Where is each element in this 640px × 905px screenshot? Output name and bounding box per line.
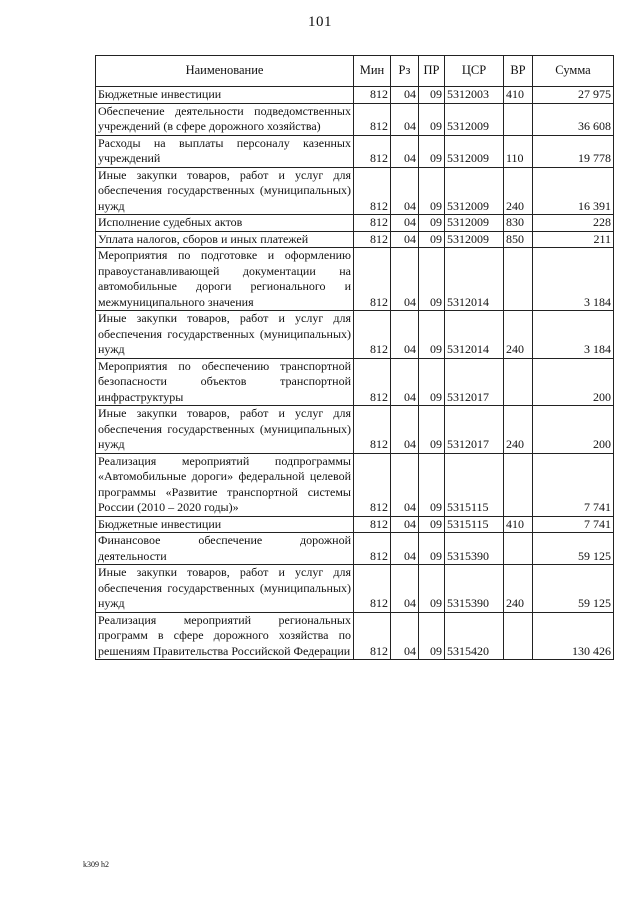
cell-csr: 5312017 [445,406,504,454]
cell-rz: 04 [391,103,419,135]
header-sum: Сумма [533,56,614,87]
cell-pr: 09 [419,248,445,311]
cell-vr: 850 [504,231,533,248]
cell-sum: 7 741 [533,453,614,516]
cell-sum: 59 125 [533,565,614,613]
cell-csr: 5312009 [445,135,504,167]
cell-csr: 5315420 [445,612,504,660]
table-row [96,135,614,167]
cell-sum: 228 [533,215,614,232]
cell-min: 812 [354,167,391,215]
cell-csr: 5312009 [445,103,504,135]
cell-name: Бюджетные инвестиции [96,87,354,104]
header-name: Наименование [96,56,354,87]
table-row [96,516,614,533]
cell-rz: 04 [391,135,419,167]
cell-name: Иные закупки товаров, работ и услуг для обеспечения государственных (муниципальных) нужд [96,311,354,359]
table-row [96,358,614,406]
cell-pr: 09 [419,215,445,232]
table-row [96,406,614,454]
cell-name: Мероприятия по обеспечению транспортной безопасности объектов транспортной инфраструктуры [96,358,354,406]
cell-csr: 5315115 [445,516,504,533]
cell-pr: 09 [419,406,445,454]
cell-vr [504,248,533,311]
cell-min: 812 [354,248,391,311]
cell-sum: 3 184 [533,248,614,311]
cell-name: Иные закупки товаров, работ и услуг для обеспечения государственных (муниципальных) нужд [96,565,354,613]
cell-min: 812 [354,358,391,406]
cell-min: 812 [354,231,391,248]
cell-pr: 09 [419,516,445,533]
cell-vr [504,103,533,135]
header-pr: ПР [419,56,445,87]
cell-name: Обеспечение деятельности подведомственных учреждений (в сфере дорожного хозяйства) [96,103,354,135]
table-row [96,215,614,232]
cell-pr: 09 [419,167,445,215]
cell-pr: 09 [419,453,445,516]
table-row [96,231,614,248]
table-row [96,565,614,613]
cell-rz: 04 [391,516,419,533]
cell-sum: 200 [533,358,614,406]
cell-rz: 04 [391,215,419,232]
cell-pr: 09 [419,231,445,248]
cell-min: 812 [354,516,391,533]
table-row [96,311,614,359]
cell-rz: 04 [391,248,419,311]
cell-min: 812 [354,311,391,359]
cell-rz: 04 [391,453,419,516]
header-rz: Рз [391,56,419,87]
header-min: Мин [354,56,391,87]
budget-table [95,55,614,660]
cell-vr: 410 [504,87,533,104]
cell-rz: 04 [391,565,419,613]
table-body [96,87,614,660]
cell-vr [504,453,533,516]
cell-rz: 04 [391,533,419,565]
page-number: 101 [308,14,332,30]
cell-rz: 04 [391,167,419,215]
cell-sum: 36 608 [533,103,614,135]
cell-vr: 240 [504,406,533,454]
cell-vr: 110 [504,135,533,167]
cell-sum: 19 778 [533,135,614,167]
cell-name: Иные закупки товаров, работ и услуг для обеспечения государственных (муниципальных) нужд [96,167,354,215]
table-row [96,167,614,215]
table-row [96,612,614,660]
cell-pr: 09 [419,311,445,359]
cell-csr: 5315390 [445,533,504,565]
cell-vr: 240 [504,565,533,613]
cell-name: Реализация мероприятий подпрограммы «Автомобильные дороги» федеральной целевой программы «Развитие транспортной системы России (2010 – 2020 годы)» [96,453,354,516]
cell-sum: 200 [533,406,614,454]
cell-sum: 59 125 [533,533,614,565]
cell-csr: 5315390 [445,565,504,613]
cell-csr: 5312017 [445,358,504,406]
cell-min: 812 [354,103,391,135]
cell-rz: 04 [391,231,419,248]
cell-pr: 09 [419,87,445,104]
cell-sum: 3 184 [533,311,614,359]
cell-rz: 04 [391,612,419,660]
table-row [96,103,614,135]
cell-vr: 240 [504,167,533,215]
cell-vr [504,533,533,565]
cell-rz: 04 [391,358,419,406]
cell-name: Исполнение судебных актов [96,215,354,232]
cell-name: Мероприятия по подготовке и оформлению правоустанавливающей документации на автомобильные дороги регионального и межмуниципального значения [96,248,354,311]
cell-min: 812 [354,406,391,454]
header-vr: ВР [504,56,533,87]
cell-rz: 04 [391,87,419,104]
cell-sum: 211 [533,231,614,248]
cell-sum: 16 391 [533,167,614,215]
cell-rz: 04 [391,406,419,454]
cell-min: 812 [354,453,391,516]
cell-name: Реализация мероприятий региональных программ в сфере дорожного хозяйства по решениям Правительства Российской Федерации [96,612,354,660]
footer-code: k309 h2 [83,860,109,869]
cell-name: Финансовое обеспечение дорожной деятельности [96,533,354,565]
cell-vr [504,358,533,406]
table-header-row [96,56,614,87]
cell-sum: 130 426 [533,612,614,660]
cell-min: 812 [354,612,391,660]
cell-name: Расходы на выплаты персоналу казенных учреждений [96,135,354,167]
header-csr: ЦСР [445,56,504,87]
cell-csr: 5312014 [445,311,504,359]
cell-pr: 09 [419,565,445,613]
cell-csr: 5312014 [445,248,504,311]
cell-csr: 5312003 [445,87,504,104]
table-row [96,248,614,311]
cell-min: 812 [354,87,391,104]
cell-min: 812 [354,135,391,167]
cell-min: 812 [354,533,391,565]
cell-name: Бюджетные инвестиции [96,516,354,533]
cell-sum: 7 741 [533,516,614,533]
cell-vr [504,612,533,660]
cell-vr: 830 [504,215,533,232]
cell-rz: 04 [391,311,419,359]
cell-pr: 09 [419,358,445,406]
table-row [96,453,614,516]
cell-csr: 5312009 [445,215,504,232]
cell-name: Иные закупки товаров, работ и услуг для обеспечения государственных (муниципальных) нужд [96,406,354,454]
cell-pr: 09 [419,533,445,565]
table-row [96,87,614,104]
cell-pr: 09 [419,135,445,167]
cell-csr: 5312009 [445,167,504,215]
cell-pr: 09 [419,612,445,660]
cell-vr: 410 [504,516,533,533]
cell-min: 812 [354,565,391,613]
table-row [96,533,614,565]
cell-vr: 240 [504,311,533,359]
cell-pr: 09 [419,103,445,135]
cell-min: 812 [354,215,391,232]
cell-name: Уплата налогов, сборов и иных платежей [96,231,354,248]
cell-csr: 5315115 [445,453,504,516]
cell-csr: 5312009 [445,231,504,248]
cell-sum: 27 975 [533,87,614,104]
